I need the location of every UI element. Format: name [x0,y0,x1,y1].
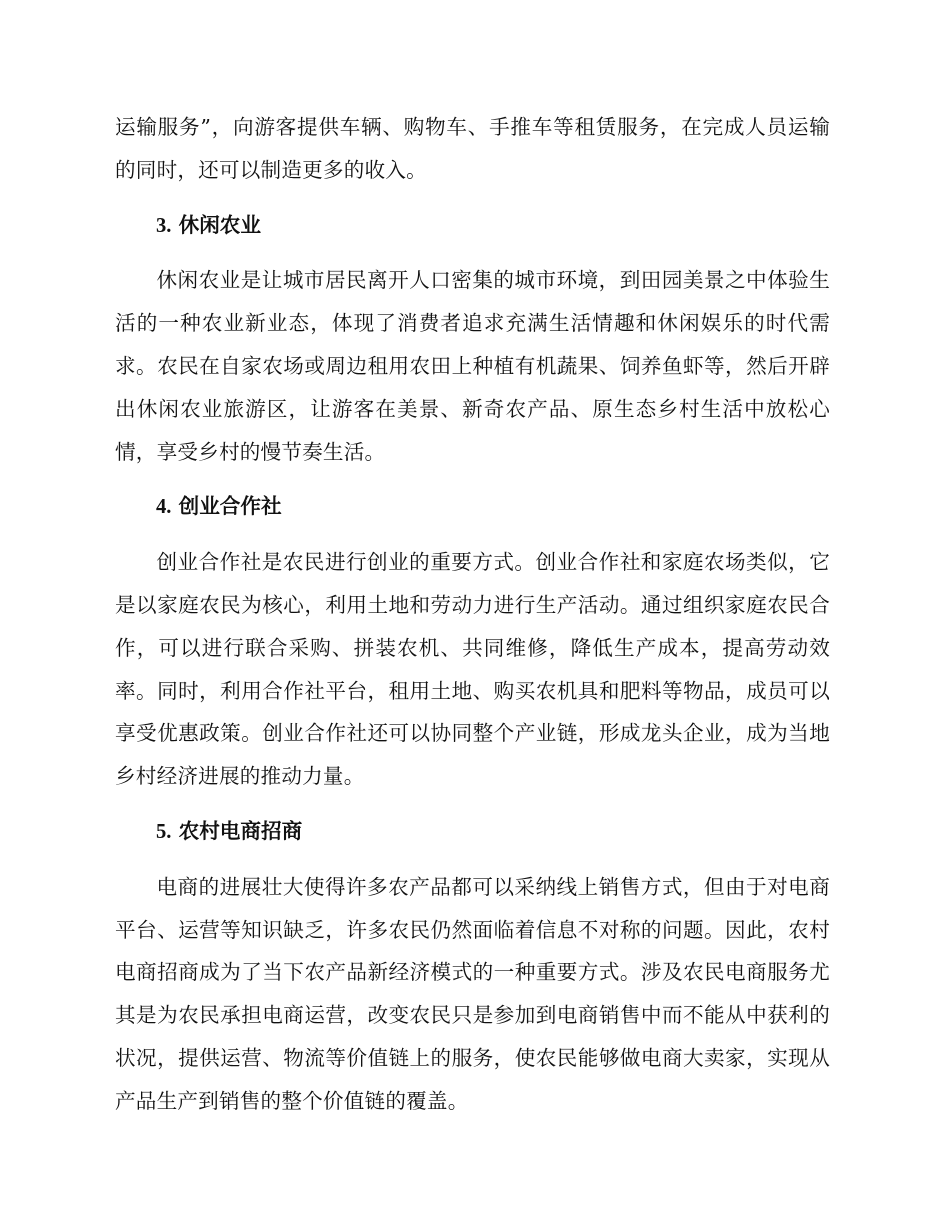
section-number: 4. [156,496,172,519]
section-body-rural-ecommerce: 电商的进展壮大使得许多农产品都可以采纳线上销售方式，但由于对电商平台、运营等知识缺乏，许多农民仍然面临着信息不对称的问题。因此，农村电商招商成为了当下农产品新经济模式的一种重要方式。涉及农民电商服务尤其是为农民承担电商运营，改变农民只是参加到电商销售中而不能从中获利的状况，提供运营、物流等价值链上的服务，使农民能够做电商大卖家，实现从产品生产到销售的整个价值链的覆盖。 [115,874,830,1113]
section-number: 5. [156,820,172,843]
section-title: 农村电商招商 [178,818,303,843]
section-heading-cooperative [115,485,830,529]
section-title: 休闲农业 [178,212,261,237]
section-title: 创业合作社 [178,494,282,519]
document-content [115,106,830,1123]
section-body-leisure-agriculture: 休闲农业是让城市居民离开人口密集的城市环境，到田园美景之中体验生活的一种农业新业态，体现了消费者追求充满生活情趣和休闲娱乐的时代需求。农民在自家农场或周边租用农田上种植有机蔬果、饲养鱼虾等，然后开辟出休闲农业旅游区，让游客在美景、新奇农产品、原生态乡村生活中放松心情，享受乡村的慢节奏生活。 [115,268,830,464]
section-number: 3. [156,214,172,237]
continuation-paragraph: 运输服务”，向游客提供车辆、购物车、手推车等租赁服务，在完成人员运输的同时，还可以制造更多的收入。 [115,115,830,182]
section-heading-leisure-agriculture [115,204,830,248]
section-heading-rural-ecommerce [115,810,830,854]
section-body-cooperative: 创业合作社是农民进行创业的重要方式。创业合作社和家庭农场类似，它是以家庭农民为核心，利用土地和劳动力进行生产活动。通过组织家庭农民合作，可以进行联合采购、拼装农机、共同维修，降低生产成本，提高劳动效率。同时，利用合作社平台，租用土地、购买农机具和肥料等物品，成员可以享受优惠政策。创业合作社还可以协同整个产业链，形成龙头企业，成为当地乡村经济进展的推动力量。 [115,550,830,789]
